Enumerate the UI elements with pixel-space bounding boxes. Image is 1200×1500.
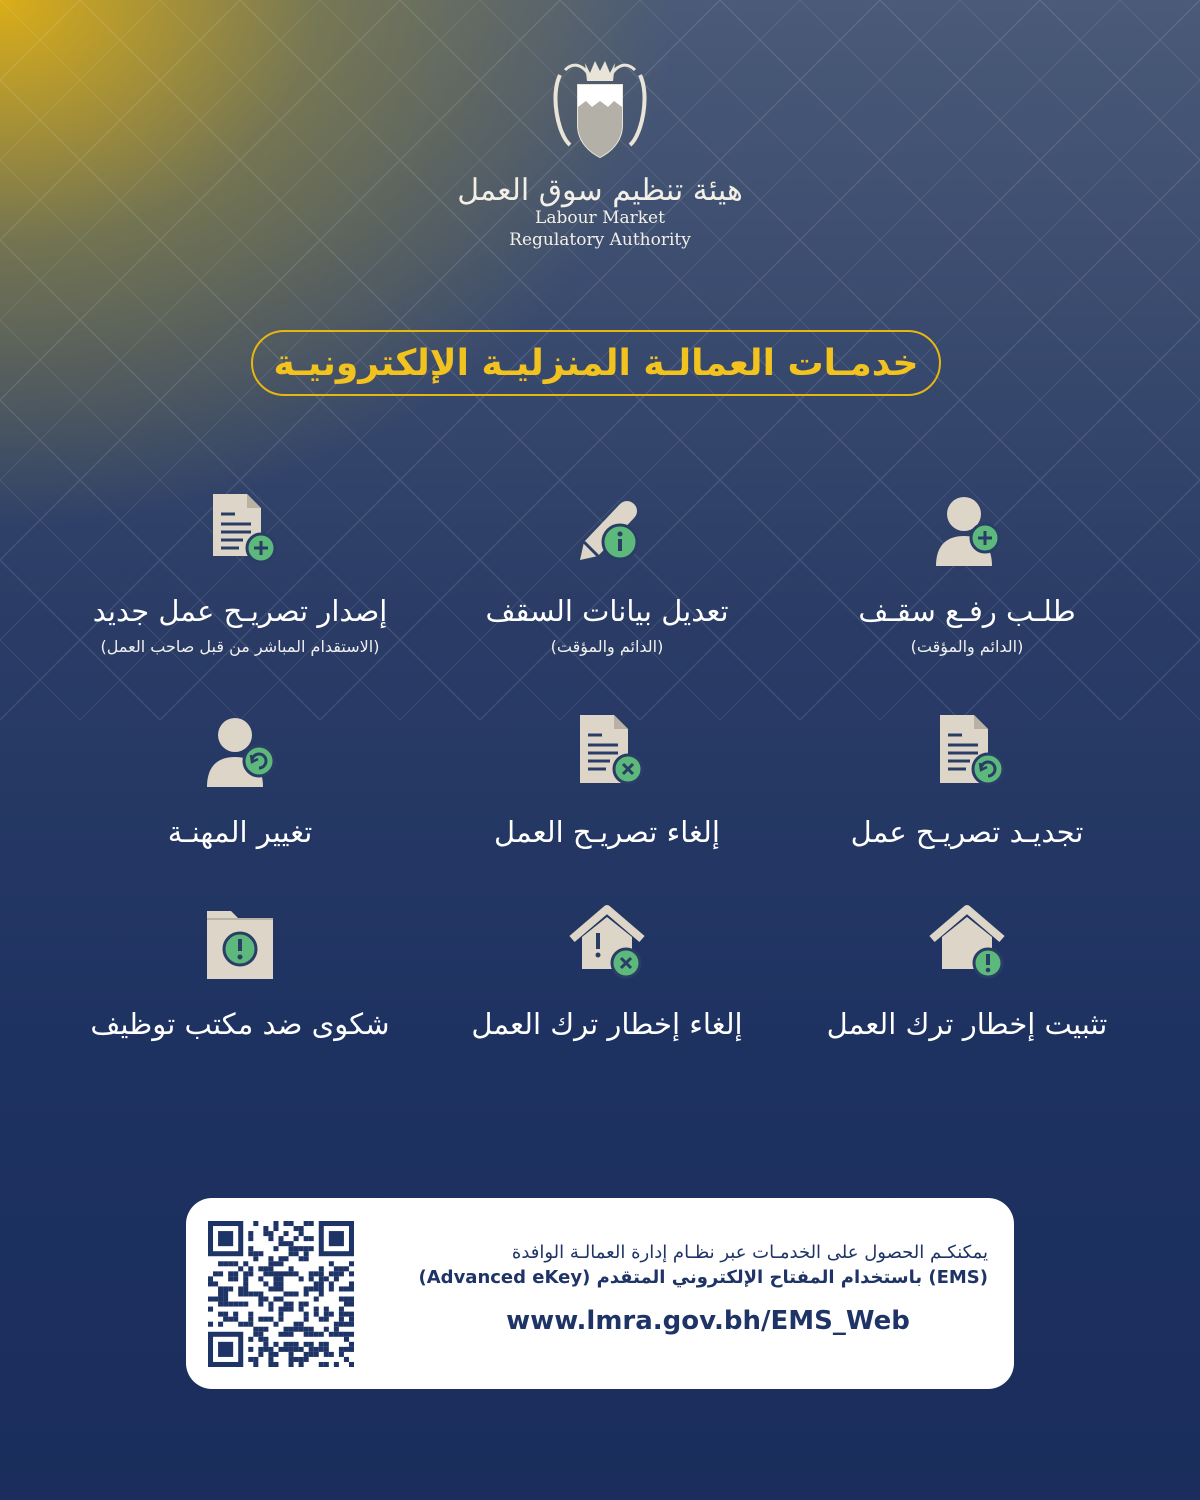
title-banner: [251, 330, 941, 396]
card-text-line2: (EMS) باستخدام المفتاح الإلكتروني المتقدم (Advanced eKey): [418, 1267, 988, 1288]
document-renew-icon: [922, 713, 1012, 793]
service-new-work-permit[interactable]: [50, 492, 430, 656]
ems-info-card: [186, 1198, 1014, 1389]
service-label: إصدار تصريـح عمل جديد: [92, 594, 388, 628]
house-alert-icon: [922, 905, 1012, 985]
ems-url-link[interactable]: www.lmra.gov.bh/EMS_Web: [506, 1306, 910, 1336]
qr-code[interactable]: [208, 1221, 354, 1367]
service-raise-ceiling[interactable]: [777, 492, 1157, 656]
service-label: تغيير المهنـة: [167, 815, 313, 849]
service-edit-ceiling[interactable]: [417, 492, 797, 656]
logo-arabic-name: هيئة تنظيم سوق العمل: [457, 173, 743, 208]
house-cancel-icon: [562, 905, 652, 985]
card-text-line1: يمكنكـم الحصول على الخدمـات عبر نظـام إدارة العمالـة الوافدة: [511, 1242, 988, 1263]
document-plus-icon: [195, 492, 285, 572]
logo-english-line2: Regulatory Authority: [509, 230, 691, 250]
folder-alert-icon: [195, 905, 285, 985]
service-label: طلـب رفـع سقـف: [858, 594, 1076, 628]
logo-english-line1: Labour Market: [535, 208, 665, 228]
service-complaint-recruitment-agency[interactable]: [50, 905, 430, 1042]
service-label: تجديـد تصريـح عمل: [850, 815, 1084, 849]
service-cancel-work-permit[interactable]: [417, 713, 797, 850]
document-cancel-icon: [562, 713, 652, 793]
user-renew-icon: [195, 713, 285, 793]
service-change-occupation[interactable]: [50, 713, 430, 850]
pencil-info-icon: [562, 492, 652, 572]
lmra-logo: [0, 55, 1200, 251]
service-label: شكوى ضد مكتب توظيف: [90, 1007, 390, 1041]
service-label: إلغاء إخطار ترك العمل: [471, 1007, 743, 1041]
service-cancel-absconding-notice[interactable]: [417, 905, 797, 1042]
service-sublabel: (الدائم والمؤقت): [910, 636, 1024, 656]
service-label: تثبيت إخطار ترك العمل: [826, 1007, 1108, 1041]
page-title: خدمـات العمالـة المنزليـة الإلكترونيـة: [273, 342, 919, 384]
user-plus-icon: [922, 492, 1012, 572]
service-sublabel: (الاستقدام المباشر من قبل صاحب العمل): [100, 636, 380, 656]
service-label: تعديل بيانات السقف: [485, 594, 729, 628]
service-label: إلغاء تصريـح العمل: [494, 815, 720, 849]
service-renew-work-permit[interactable]: [777, 713, 1157, 850]
service-sublabel: (الدائم والمؤقت): [550, 636, 664, 656]
service-confirm-absconding-notice[interactable]: [777, 905, 1157, 1042]
coat-of-arms-emblem: [550, 55, 650, 160]
